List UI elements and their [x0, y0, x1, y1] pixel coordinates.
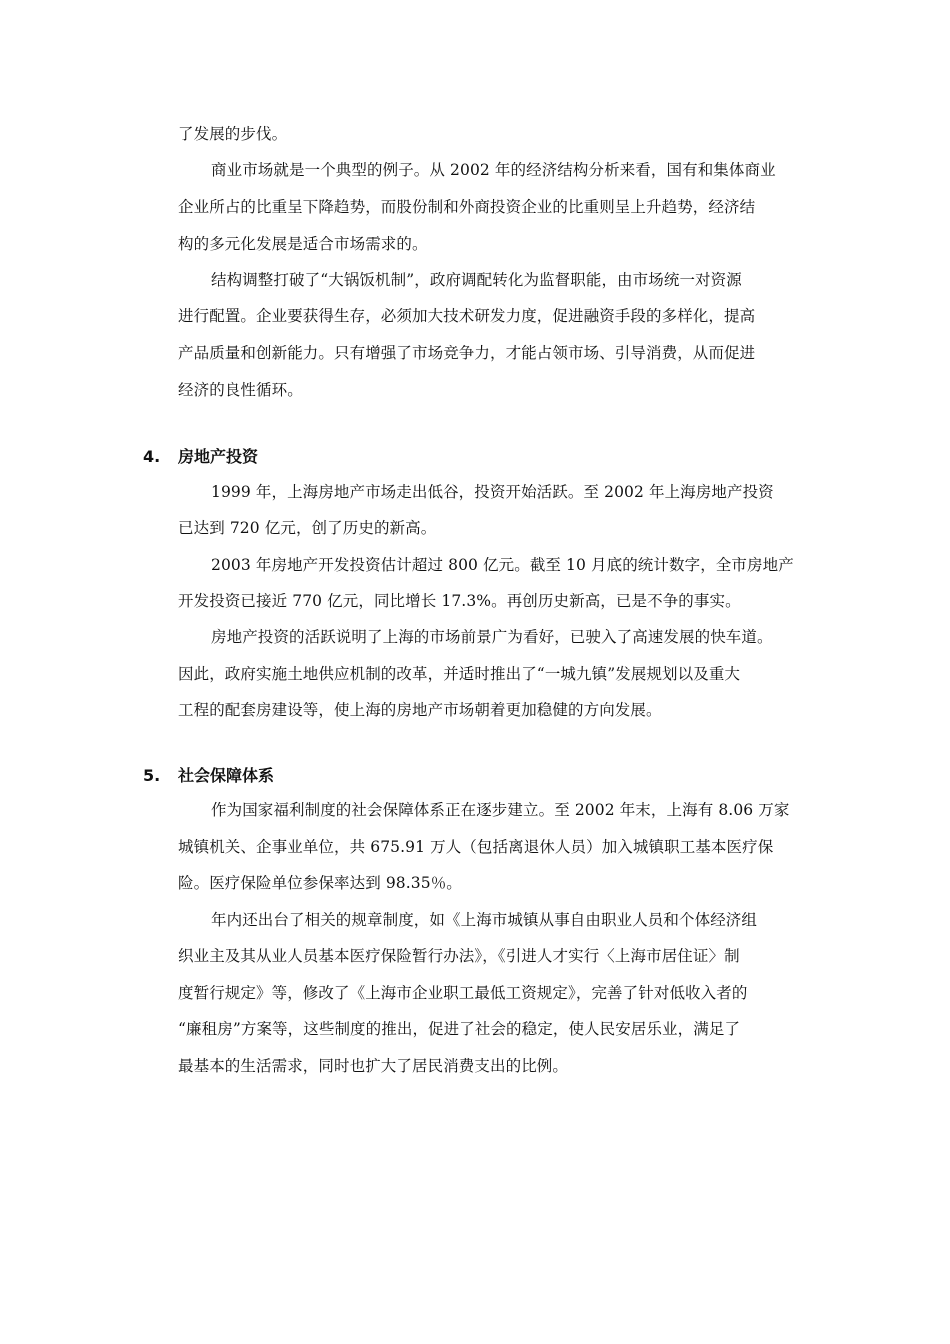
paragraph-line: 织业主及其从业人员基本医疗保险暂行办法》，《引进人才实行〈上海市居住证〉制	[178, 947, 740, 965]
paragraph-line: 度暂行规定》等，修改了《上海市企业职工最低工资规定》，完善了针对低收入者的	[178, 984, 748, 1002]
paragraph-line: 开发投资已接近 770 亿元，同比增长 17.3%。再创历史新高，已是不争的事实。	[178, 592, 741, 610]
paragraph-line: 城镇机关、企事业单位，共 675.91 万人（包括离退休人员）加入城镇职工基本医疗保	[178, 838, 774, 856]
paragraph-line: 2003 年房地产开发投资估计超过 800 亿元。截至 10 月底的统计数字，全市房地产	[211, 556, 794, 574]
section-number: 4.	[143, 447, 161, 466]
paragraph-line: 企业所占的比重呈下降趋势，而股份制和外商投资企业的比重则呈上升趋势，经济结	[178, 198, 756, 216]
paragraph-line: 1999 年，上海房地产市场走出低谷，投资开始活跃。至 2002 年上海房地产投资	[211, 483, 774, 501]
section-number: 5.	[143, 766, 161, 785]
paragraph-line: 工程的配套房建设等，使上海的房地产市场朝着更加稳健的方向发展。	[178, 701, 662, 719]
section-heading-real-estate	[143, 446, 258, 468]
section-title: 房地产投资	[178, 447, 259, 466]
paragraph-line: 产品质量和创新能力。只有增强了市场竞争力，才能占领市场、引导消费，从而促进	[178, 344, 756, 362]
paragraph-line: 结构调整打破了“大锅饭机制”，政府调配转化为监督职能，由市场统一对资源	[211, 271, 742, 289]
paragraph-line: 险。医疗保险单位参保率达到 98.35％。	[178, 874, 462, 892]
paragraph-line: 已达到 720 亿元，创了历史的新高。	[178, 519, 437, 537]
paragraph-line: 构的多元化发展是适合市场需求的。	[178, 235, 428, 253]
paragraph-line: “廉租房”方案等，这些制度的推出，促进了社会的稳定，使人民安居乐业，满足了	[178, 1020, 741, 1038]
paragraph-line: 了发展的步伐。	[178, 125, 288, 143]
section-title: 社会保障体系	[178, 766, 275, 785]
paragraph-line: 作为国家福利制度的社会保障体系正在逐步建立。至 2002 年末，上海有 8.06 万家	[211, 801, 790, 819]
paragraph-line: 年内还出台了相关的规章制度，如《上海市城镇从事自由职业人员和个体经济组	[211, 911, 758, 929]
paragraph-line: 进行配置。企业要获得生存，必须加大技术研发力度，促进融资手段的多样化，提高	[178, 307, 756, 325]
paragraph-line: 经济的良性循环。	[178, 381, 303, 399]
paragraph-line: 商业市场就是一个典型的例子。从 2002 年的经济结构分析来看，国有和集体商业	[211, 161, 776, 179]
paragraph-line: 最基本的生活需求，同时也扩大了居民消费支出的比例。	[178, 1057, 569, 1075]
section-heading-social-security	[143, 765, 274, 787]
paragraph-line: 因此，政府实施土地供应机制的改革，并适时推出了“一城九镇”发展规划以及重大	[178, 665, 741, 683]
paragraph-line: 房地产投资的活跃说明了上海的市场前景广为看好，已驶入了高速发展的快车道。	[211, 628, 773, 646]
